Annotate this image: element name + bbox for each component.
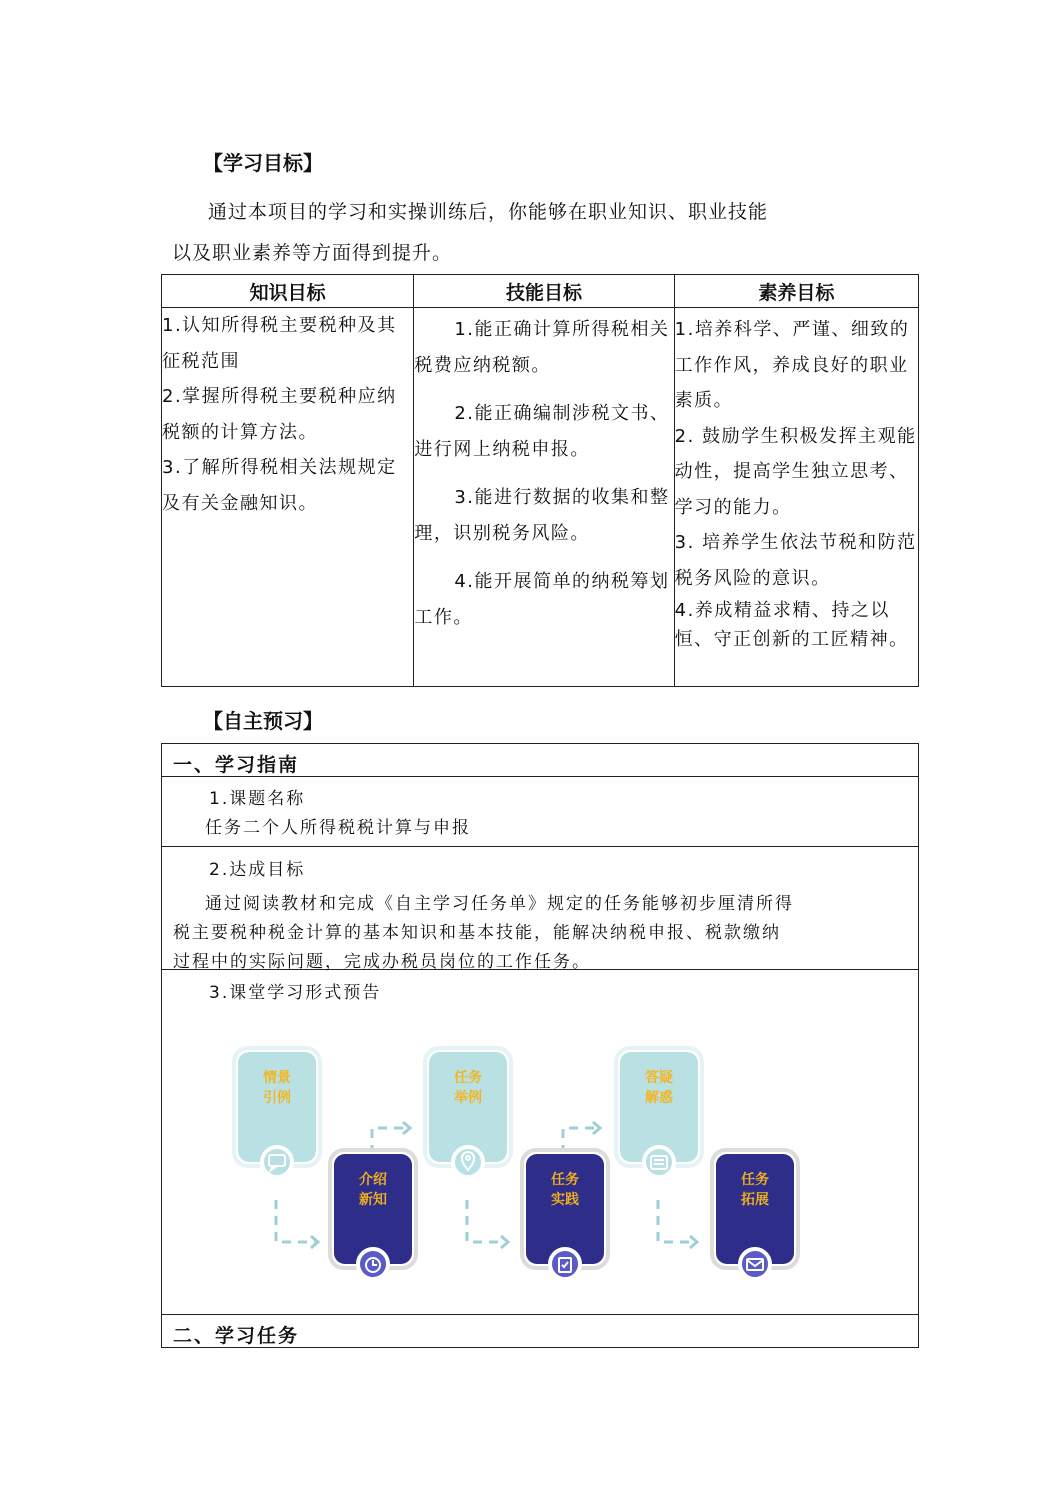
goal-text-line: 税主要税种税金计算的基本知识和基本技能，能解决纳税申报、税款缴纳: [173, 923, 781, 943]
study-guide-box: [161, 743, 919, 1348]
arrow-head: [403, 1122, 410, 1134]
literacy-item: 1.培养科学、严谨、细致的工作作风，养成良好的职业素质。: [674, 319, 910, 411]
topic-name: 任务二个人所得税税计算与申报: [205, 818, 471, 838]
format-label: 3.课堂学习形式预告: [209, 983, 382, 1003]
skill-item: 3.能进行数据的收集和整理，识别税务风险。: [414, 487, 670, 544]
step-label: 引例: [263, 1090, 291, 1106]
step-label: 任务: [741, 1172, 769, 1188]
topic-label: 1.课题名称: [209, 789, 306, 809]
literacy-item: 2. 鼓励学生积极发挥主观能动性，提高学生独立思考、学习的能力。: [674, 425, 917, 518]
step-label: 举例: [454, 1090, 482, 1106]
step-card: [522, 1150, 608, 1279]
section-title-learning-goals: 【学习目标】: [203, 151, 323, 175]
literacy-item: 3. 培养学生依法节税和防范税务风险的意识。: [674, 532, 917, 589]
class-flow-diagram: [162, 970, 918, 1314]
arrow-head: [593, 1122, 600, 1134]
skill-item: 1.能正确计算所得税相关税费应纳税额。: [414, 319, 670, 376]
step-card: [330, 1150, 416, 1279]
part-title-guide: 一、学习指南: [173, 754, 300, 776]
skill-item: 2.能正确编制涉税文书、进行网上纳税申报。: [414, 403, 670, 460]
part-title-tasks: 二、学习任务: [173, 1325, 300, 1347]
connector-line: [276, 1200, 315, 1242]
intro-line-2: 以及职业素养等方面得到提升。: [172, 242, 453, 264]
step-label: 任务: [454, 1070, 482, 1086]
connector-line: [658, 1200, 694, 1242]
step-label: 解惑: [645, 1090, 673, 1106]
step-label: 实践: [551, 1192, 579, 1208]
step-label: 介绍: [359, 1172, 387, 1188]
skill-item: 4.能开展简单的纳税筹划工作。: [414, 571, 670, 628]
intro-line-1: 通过本项目的学习和实操训练后，你能够在职业知识、职业技能: [208, 201, 769, 223]
knowledge-item: 1.认知所得税主要税种及其征税范围: [162, 315, 397, 372]
section-title-self-study: 【自主预习】: [203, 709, 323, 733]
step-card: [425, 1048, 511, 1177]
connector-line: [467, 1200, 505, 1242]
arrow-head: [690, 1236, 697, 1248]
header-knowledge: 知识目标: [162, 275, 414, 308]
knowledge-item: 2.掌握所得税主要税种应纳税额的计算方法。: [162, 386, 397, 443]
knowledge-cell: [162, 308, 414, 687]
step-label: 任务: [551, 1172, 579, 1188]
step-label: 情景: [263, 1070, 291, 1086]
arrow-head: [501, 1236, 508, 1248]
step-label: 答疑: [645, 1070, 673, 1086]
step-card: [712, 1150, 798, 1279]
goal-label: 2.达成目标: [209, 860, 306, 880]
step-label: 新知: [359, 1192, 387, 1208]
header-literacy: 素养目标: [674, 275, 918, 308]
step-card: [616, 1048, 702, 1177]
step-label: 拓展: [741, 1192, 769, 1208]
header-skills: 技能目标: [414, 275, 674, 308]
knowledge-item: 3.了解所得税相关法规规定及有关金融知识。: [162, 457, 397, 514]
goals-table: [161, 274, 919, 687]
goal-text-line: 过程中的实际问题，完成办税员岗位的工作任务。: [173, 952, 591, 972]
skills-cell: [414, 308, 674, 687]
literacy-item: 4.养成精益求精、持之以恒、守正创新的工匠精神。: [674, 600, 909, 650]
goal-text-line: 通过阅读教材和完成《自主学习任务单》规定的任务能够初步厘清所得: [205, 894, 794, 914]
step-card: [234, 1048, 320, 1177]
literacy-cell: [674, 308, 918, 687]
